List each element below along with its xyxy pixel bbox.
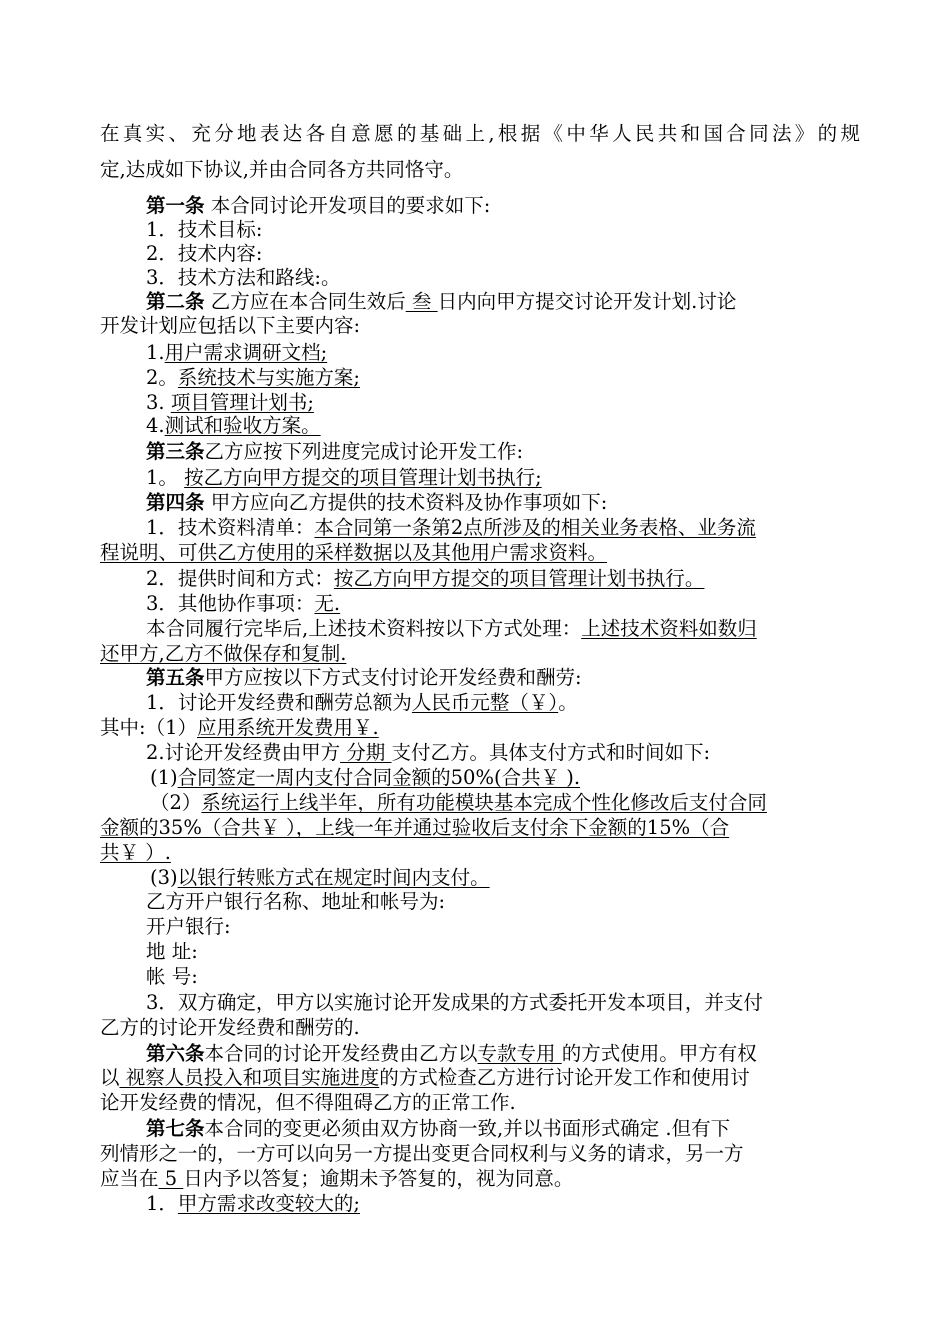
article-3-item: 1。 按乙方向甲方提交的项目管理计划书执行; bbox=[146, 466, 542, 489]
article-2-title: 第二条 bbox=[146, 290, 205, 313]
payment-term-2-cont: 共￥ ）. bbox=[100, 841, 171, 864]
article-6-heading: 第六条本合同的讨论开发经费由乙方以专款专用 的方式使用。甲方有权 bbox=[146, 1042, 757, 1065]
article-4-item-cont: 程说明、可供乙方使用的采样数据以及其他用户需求资料。 bbox=[100, 541, 608, 564]
bank-name-label: 开户银行: bbox=[146, 915, 231, 938]
article-7-heading: 第七条本合同的变更必须由双方协商一致,并以书面形式确定 .但有下 bbox=[146, 1117, 731, 1140]
article-1-item: 3．技术方法和路线:。 bbox=[146, 266, 341, 289]
article-4-item: 1．技术资料清单：本合同第一条第2点所涉及的相关业务表格、业务流 bbox=[146, 516, 756, 539]
article-3-heading: 第三条乙方应按下列进度完成讨论开发工作: bbox=[146, 440, 524, 463]
payment-term-3: (3)以银行转账方式在规定时间内支付。 bbox=[150, 866, 490, 889]
article-7-item: 1．甲方需求改变较大的; bbox=[146, 1192, 360, 1215]
article-2-item: 4.测试和验收方案。 bbox=[146, 414, 321, 437]
article-4-title: 第四条 bbox=[146, 491, 205, 514]
article-5-dev-fee: 其中:（1）应用系统开发费用￥. bbox=[100, 716, 379, 739]
total-amount-field: 人民币元整（￥） bbox=[411, 691, 559, 714]
article-7-line-3: 应当在 5 日内予以答复；逾期未予答复的，视为同意。 bbox=[100, 1167, 574, 1190]
article-5-clause-3: 3．双方确定，甲方以实施讨论开发成果的方式委托开发本项目，并支付 bbox=[146, 991, 763, 1014]
article-1-item: 1．技术目标: bbox=[146, 218, 263, 241]
article-3-title: 第三条 bbox=[146, 440, 205, 463]
article-1-title: 第一条 bbox=[146, 194, 205, 217]
payment-term-2-cont: 金额的35%（合共￥ ），上线一年并通过验收后支付余下金额的15%（合 bbox=[100, 816, 730, 839]
preamble-line-2: 定,达成如下协议,并由合同各方共同恪守。 bbox=[100, 158, 464, 181]
article-4-para-cont: 还甲方,乙方不做保存和复制. bbox=[100, 642, 347, 665]
payment-term-1: (1)合同签定一周内支付合同金额的50%(合共￥ ). bbox=[150, 766, 581, 789]
payment-mode-field: 分期 bbox=[340, 741, 392, 764]
article-7-title: 第七条 bbox=[146, 1117, 205, 1140]
article-5-heading: 第五条甲方应按以下方式支付讨论开发经费和酬劳: bbox=[146, 666, 582, 689]
inspection-method-field: 视察人员投入和项目实施进度 bbox=[119, 1066, 380, 1089]
payment-term-2: （2）系统运行上线半年，所有功能模块基本完成个性化修改后支付合同 bbox=[150, 791, 767, 814]
fund-usage-field: 专款专用 bbox=[477, 1042, 562, 1065]
article-7-line-2: 列情形之一的，一方可以向另一方提出变更合同权利与义务的请求，另一方 bbox=[100, 1142, 744, 1165]
article-5-payment: 2.讨论开发经费由甲方 分期 支付乙方。具体支付方式和时间如下: bbox=[146, 741, 711, 764]
article-4-para: 本合同履行完毕后,上述技术资料按以下方式处理：上述技术资料如数归 bbox=[146, 617, 757, 640]
article-5-title: 第五条 bbox=[146, 666, 205, 689]
bank-account-label: 帐 号: bbox=[146, 965, 198, 988]
article-2-item: 3. 项目管理计划书; bbox=[146, 391, 314, 414]
article-4-item: 3．其他协作事项：无. bbox=[146, 592, 341, 615]
article-6-line-2: 以 视察人员投入和项目实施进度的方式检查乙方进行讨论开发工作和使用讨 bbox=[100, 1066, 750, 1089]
bank-address-label: 地 址: bbox=[146, 940, 198, 963]
dev-fee-field: 应用系统开发费用￥. bbox=[196, 716, 379, 739]
preamble-line-1: 在真实、充分地表达各自意愿的基础上,根据《中华人民共和国合同法》的规 bbox=[100, 122, 860, 145]
article-1-heading: 第一条 本合同讨论开发项目的要求如下: bbox=[146, 194, 491, 217]
reply-days-field: 5 bbox=[158, 1167, 184, 1190]
article-5-clause-3-cont: 乙方的讨论开发经费和酬劳的. bbox=[100, 1016, 360, 1039]
article-5-total: 1．讨论开发经费和酬劳总额为人民币元整（￥）。 bbox=[146, 691, 578, 714]
bank-title: 乙方开户银行名称、地址和帐号为: bbox=[146, 890, 446, 913]
article-4-item: 2．提供时间和方式：按乙方向甲方提交的项目管理计划书执行。 bbox=[146, 567, 705, 590]
article-6-line-3: 论开发经费的情况，但不得阻碍乙方的正常工作. bbox=[100, 1091, 516, 1114]
article-6-title: 第六条 bbox=[146, 1042, 205, 1065]
days-field: 叁 bbox=[405, 290, 438, 313]
article-4-heading: 第四条 甲方应向乙方提供的技术资料及协作事项如下: bbox=[146, 491, 608, 514]
article-2-line-2: 开发计划应包括以下主要内容: bbox=[100, 314, 361, 337]
article-2-heading: 第二条 乙方应在本合同生效后 叁 日内向甲方提交讨论开发计划.讨论 bbox=[146, 290, 737, 313]
article-2-item: 2。系统技术与实施方案; bbox=[146, 366, 360, 389]
article-1-item: 2．技术内容: bbox=[146, 242, 263, 265]
article-2-item: 1.用户需求调研文档; bbox=[146, 341, 328, 364]
